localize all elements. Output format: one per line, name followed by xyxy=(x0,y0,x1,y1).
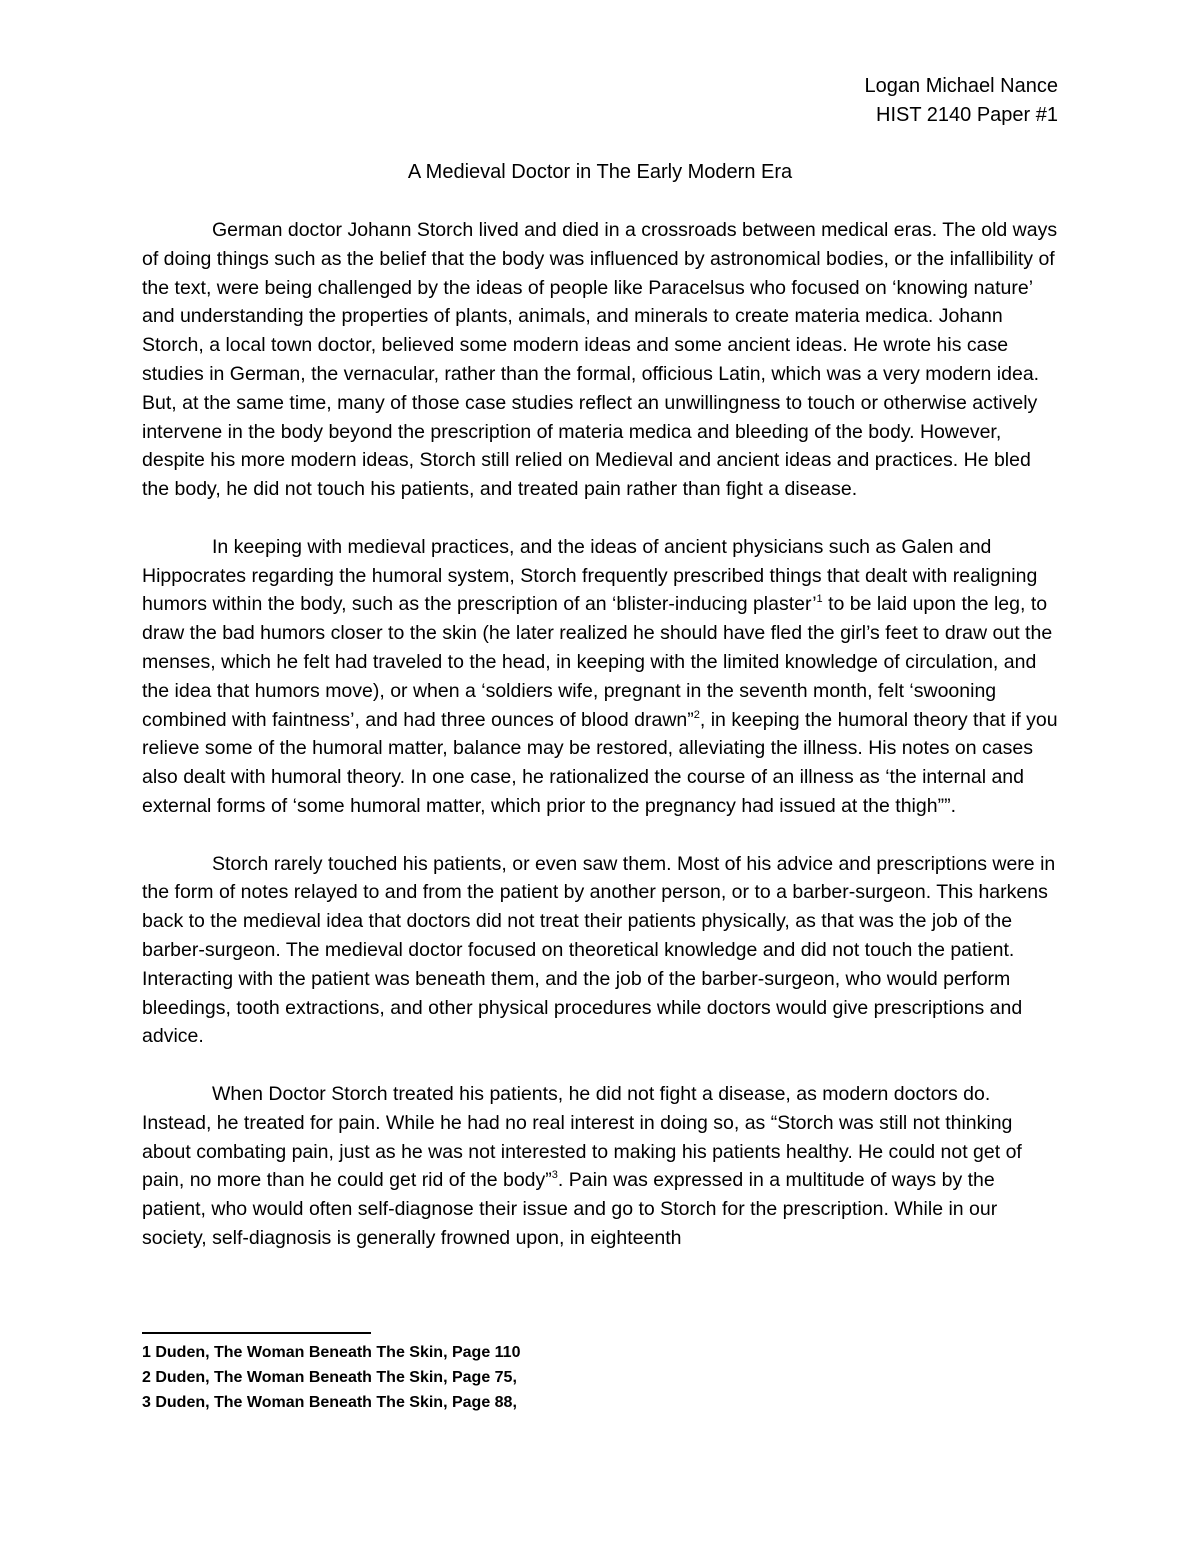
footnote-separator xyxy=(142,1332,371,1334)
author-name: Logan Michael Nance xyxy=(864,75,1058,97)
paragraph-4-text-b: . Pain was expressed in a multitude of ways by the patient, who would often self-diagnose their issue and go to Storch for the prescription. While in our society, self-diagnosis is generally frowned upon, in eighteenth xyxy=(142,1169,998,1249)
paragraph-2 xyxy=(142,533,1058,821)
paragraph-2-text-b: to be laid upon the leg, to draw the bad humors closer to the skin (he later realized he should have fled the girl’s feet to draw out the menses, which he felt had traveled to the head, in keeping with the limited knowledge of circulation, and the idea that humors move), or when a ‘soldiers wife, pregnant in the seventh month, felt ‘swooning combined with faintness’, and had three ounces of blood drawn” xyxy=(142,593,1053,731)
page-header xyxy=(865,72,1058,130)
paragraph-4-text-a: When Doctor Storch treated his patients, he did not fight a disease, as modern doctors do. Instead, he treated for pain. While he had no real interest in doing so, as “Storch was still not thinking about combating pain, just as he was not interested to making his patients healthy. He could not get of pain, no more than he could get rid of the body” xyxy=(142,1082,1022,1192)
footnote-ref-2[interactable]: 2 xyxy=(693,708,700,721)
paragraph-1-text: German doctor Johann Storch lived and died in a crossroads between medical eras. The old ways of doing things such as the belief that the body was influenced by astronomical bodies, or the infallibility of the text, were being challenged by the ideas of people like Paracelsus who focused on ‘knowing nature’ and understanding the properties of plants, animals, and minerals to create materia medica. Johann Storch, a local town doctor, believed some modern ideas and some ancient ideas. He wrote his case studies in German, the vernacular, rather than the formal, officious Latin, which was a very modern idea. But, at the same time, many of those case studies reflect an unwillingness to touch or otherwise actively intervene in the body beyond the prescription of materia medica and bleeding of the body. However, despite his more modern ideas, Storch still relied on Medieval and ancient ideas and practices. He bled the body, he did not touch his patients, and treated pain rather than fight a disease. xyxy=(142,219,1058,501)
paper-title: A Medieval Doctor in The Early Modern Era xyxy=(407,161,793,183)
paragraph-3 xyxy=(142,850,1058,1052)
footnote-1: 1 Duden, The Woman Beneath The Skin, Page 110 xyxy=(142,1344,521,1361)
paragraph-2-text-c: , in keeping the humoral theory that if you relieve some of the humoral matter, balance may be restored, alleviating the illness. His notes on cases also dealt with humoral theory. In one case, he rationalized the course of an illness as ‘the internal and external forms of ‘some humoral matter, which prior to the pregnancy had issued at the thigh””. xyxy=(142,708,1058,817)
footnote-ref-3[interactable]: 3 xyxy=(551,1169,558,1182)
paragraph-2-text-a: In keeping with medieval practices, and the ideas of ancient physicians such as Galen and Hippocrates regarding the humoral system, Storch frequently prescribed things that dealt with realigning humors within the body, such as the prescription of an ‘blister-inducing plaster’ xyxy=(142,535,1038,616)
footnote-ref-1[interactable]: 1 xyxy=(816,593,823,606)
paragraph-1 xyxy=(142,216,1058,504)
course-line: HIST 2140 Paper #1 xyxy=(876,104,1058,126)
footnote-3: 3 Duden, The Woman Beneath The Skin, Page 88, xyxy=(142,1394,517,1411)
footnotes xyxy=(142,1340,520,1415)
paragraph-4 xyxy=(142,1080,1058,1253)
paper-body xyxy=(142,216,1058,1281)
footnote-2: 2 Duden, The Woman Beneath The Skin, Page 75, xyxy=(142,1369,517,1386)
paragraph-3-text: Storch rarely touched his patients, or even saw them. Most of his advice and prescriptions were in the form of notes relayed to and from the patient by another person, or to a barber-surgeon. This harkens back to the medieval idea that doctors did not treat their patients physically, as that was the job of the barber-surgeon. The medieval doctor focused on theoretical knowledge and did not touch the patient. Interacting with the patient was beneath them, and the job of the barber-surgeon, who would perform bleedings, tooth extractions, and other physical procedures while doctors would give prescriptions and advice. xyxy=(142,852,1056,1048)
